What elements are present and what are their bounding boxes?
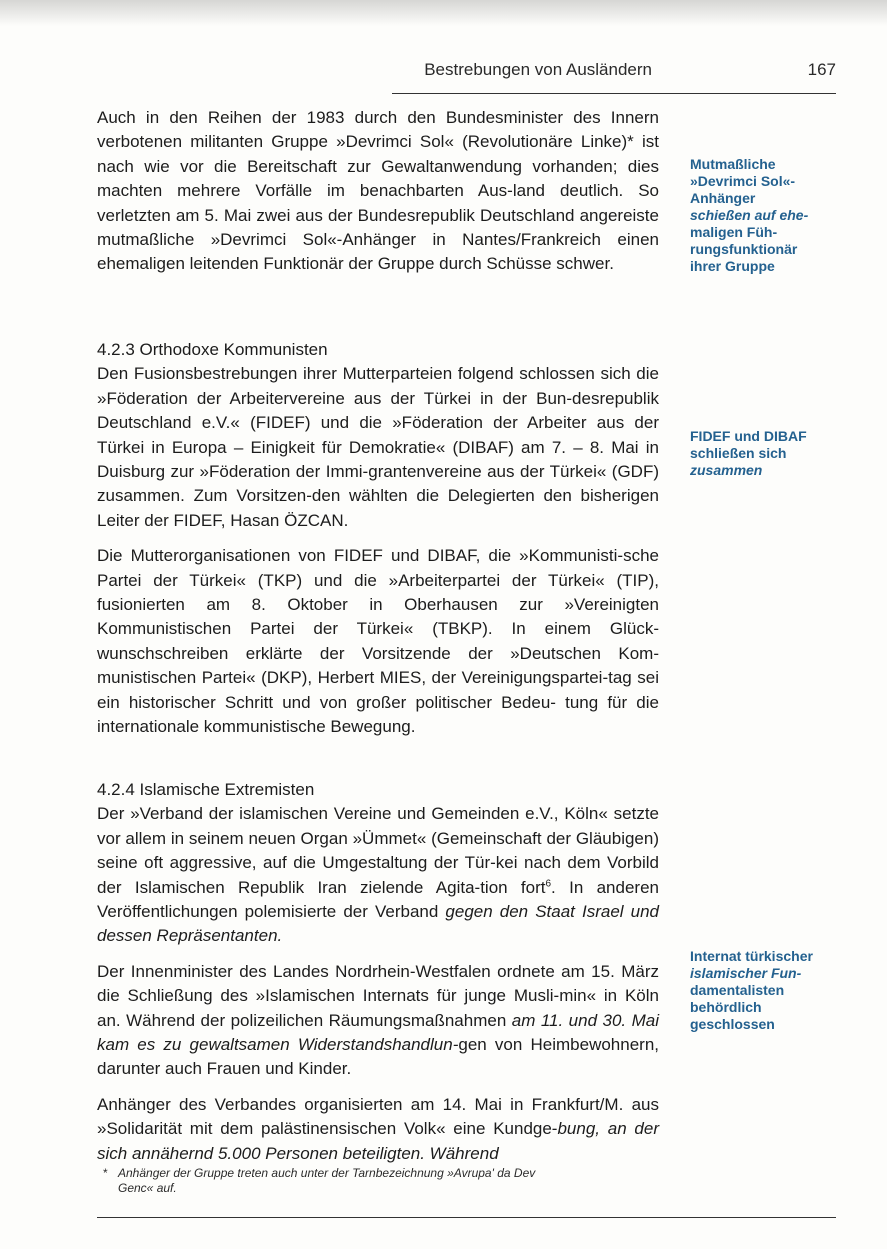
section-heading: 4.2.4 Islamische Extremisten: [97, 780, 315, 799]
paragraph: Den Fusionsbestrebungen ihrer Mutterparteien folgend schlossen sich die »Föderation der Arbeitervereine aus der Türkei in der Bun-desrepublik Deutschland e.V.« (FIDEF) und die »Föderation der Arbeiter aus der Türkei in Europa – Einigkeit für Demokratie« (DIBAF) am 7. – 8. Mai in Duisburg zur »Föderation der Immi-grantenvereine aus der Türkei« (GDF) zusammen. Zum Vorsitzen-den wählten die Delegierten den bisherigen Leiter der FIDEF, Hasan ÖZCAN.: [97, 364, 660, 530]
margin-note-devrimci-sol: Mutmaßliche »Devrimci Sol«- Anhänger schießen auf ehe- maligen Füh- rungsfunktionär ihrer Gruppe: [690, 156, 809, 274]
footer-divider: [97, 1217, 836, 1218]
paragraph: Der Innenminister des Landes Nordrhein-Westfalen ordnete am 15. März die Schließung des »Islamischen Internats für junge Musli-min« in Köln an. Während der polizeilichen Räumungsmaßnahmen am 11. und 30. Mai kam es zu gewaltsamen Widerstandshandlun-gen von Heimbewohnern, darunter auch Frauen und Kinder.: [97, 961, 659, 1079]
footnote-marker: *: [103, 1166, 108, 1180]
running-header: Bestrebungen von Ausländern: [424, 60, 652, 79]
margin-note-internat: Internat türkischer islamischer Fun- damentalisten behördlich geschlossen: [690, 948, 813, 1032]
margin-note-fidef-dibaf: FIDEF und DIBAF schließen sich zusammen: [690, 428, 807, 478]
page-number: 167: [807, 60, 836, 79]
section-heading: 4.2.3 Orthodoxe Kommunisten: [97, 340, 328, 359]
paragraph: Der »Verband der islamischen Vereine und Gemeinden e.V., Köln« setzte vor allem in seinem neuen Organ »Ümmet« (Gemeinschaft der Gläubigen) seine oft aggressive, auf die Umgestaltung der Tür-kei nach dem Vorbild der Islamischen Republik Iran zielende Agita-tion fort$^6$. In anderen Veröffentlichungen polemisierte der Verband gegen den Staat Israel und dessen Repräsentanten.: [97, 804, 660, 946]
footnote: * Anhänger der Gruppe treten auch unter der Tarnbezeichnung »Avrupa' da Dev Genc« auf.: [103, 1166, 536, 1195]
header-divider: [392, 93, 836, 94]
section-orthodox-communists: [97, 338, 659, 740]
intro-block: [97, 106, 659, 277]
paragraph: Anhänger des Verbandes organisierten am 14. Mai in Frankfurt/M. aus »Solidarität mit dem palästinensischen Volk« eine Kundge-bung, an der sich annähernd 5.000 Personen beteiligten. Während: [97, 1094, 660, 1163]
scan-shadow: [0, 0, 887, 26]
footnote-reference: 6: [545, 877, 552, 889]
paragraph: Auch in den Reihen der 1983 durch den Bundesminister des Innern verbotenen militanten Gruppe »Devrimci Sol« (Revolutionäre Linke)* ist nach wie vor die Bereitschaft zur Gewaltanwendung vorhanden; dies machten mehrere Vorfälle im benachbarten Aus-land deutlich. So verletzten am 5. Mai zwei aus der Bundesrepublik Deutschland angereiste mutmaßliche »Devrimci Sol«-Anhänger in Nantes/Frankreich einen ehemaligen leitenden Funktionär der Gruppe durch Schüsse schwer.: [97, 108, 659, 274]
paragraph: Die Mutterorganisationen von FIDEF und DIBAF, die »Kommunisti-sche Partei der Türkei« (TKP) und die »Arbeiterpartei der Türkei« (TIP), fusionierten am 8. Oktober in Oberhausen zur »Vereinigten Kommunistischen Partei der Türkei« (TBKP). In einem Glück-wunschschreiben erklärte der Vorsitzende der »Deutschen Kom-munistischen Partei« (DKP), Herbert MIES, der Vereinigungspartei-tag sei ein historischer Schritt und von großer politischer Bedeu- tung für die internationale kommunistische Bewegung.: [97, 546, 659, 737]
section-islamic-extremists: [97, 778, 659, 1166]
